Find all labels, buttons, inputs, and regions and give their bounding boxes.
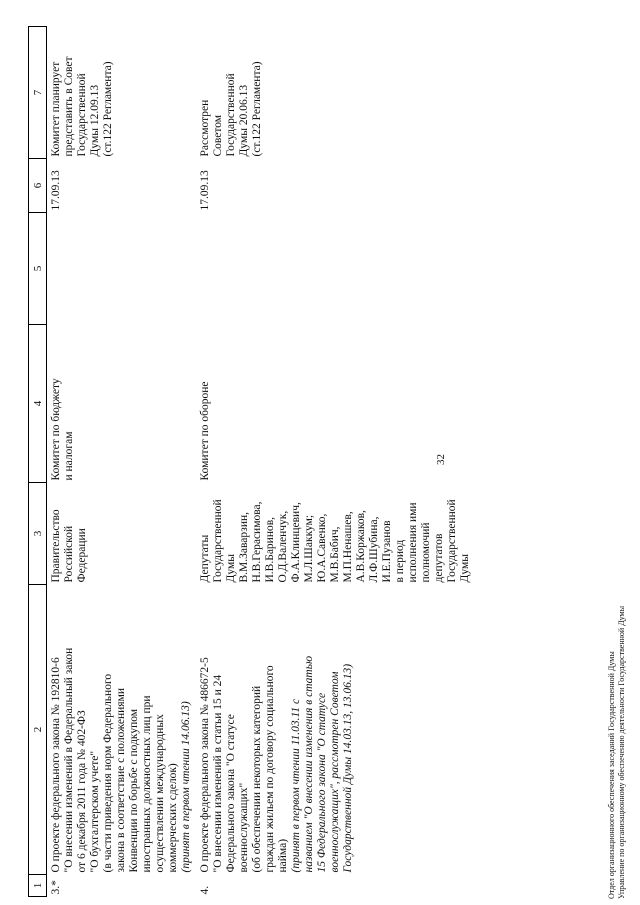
table-row [196,27,475,897]
initiator-line: Федерации [76,528,88,583]
initiator-line: Депутаты [199,534,211,583]
initiator-line: А.В.Коржаков, [355,510,367,583]
bill-status-line: (принят в первом чтении 11.03.11 с [290,698,302,873]
legislation-table [28,26,475,897]
initiator-line: исполнения ими [407,502,419,583]
bill-line: "О внесении изменений в Федеральный закон [63,647,75,873]
bill-line: Федерального закона "О статусе [225,714,237,873]
column-header: 1 [29,875,47,897]
note-line: представить в Совет [63,56,75,157]
bill-status: (принят в первом чтении 14.06.13) [180,701,192,873]
footer-directorate: Управление по организационному обеспечению деятельности Государственной Думы [617,606,626,899]
bill-line: осуществлении международных [154,714,166,873]
initiator-line: Л.Ф.Шубина, [368,516,380,583]
note-line: (ст.122 Регламента) [251,61,263,157]
date-cell: 17.09.13 [50,170,62,211]
initiator-line: депутатов [433,533,445,583]
bill-line: "О внесении изменений в статьи 15 и 24 [212,674,224,873]
note-line: Советом [212,114,224,157]
committee-line: и налогам [63,431,75,481]
bill-status-line: военнослужащих", рассмотрен Советом [329,671,341,873]
bill-line: граждан жильем по договору социального [264,665,276,873]
bill-line: от 6 декабря 2011 года № 402-ФЗ [76,710,88,873]
note-line: (ст.122 Регламента) [102,61,114,157]
initiator-line: М.П.Ненашев, [342,511,354,583]
initiator-line: в период [394,539,406,583]
initiator-line: И.В.Баринов, [264,516,276,583]
committee-line: Комитет по бюджету [50,378,62,481]
table-row [47,27,197,897]
column-5-cell [47,213,197,325]
bill-description [196,585,475,875]
bill-line: (в части приведения норм Федерального [102,673,114,873]
bill-status-line: Государственной Думы 14.03.13, 13.06.13) [342,663,354,873]
row-number: 3.* [50,880,62,895]
row-number: 4. [199,885,211,895]
note-line: Думы 20.06.13 [238,84,250,157]
note-line: Комитет планирует [50,61,62,157]
bill-line: О проекте федерального закона № 192810-6 [50,657,62,873]
initiator-line: О.Д.Валенчук, [277,510,289,583]
committee-line: Комитет по обороне [199,381,211,481]
column-5-cell [196,213,475,325]
initiator-line: Ф.А.Клинцевич, [290,502,302,583]
bill-status-line: 15 Федерального закона "О статусе [316,692,328,873]
bill-line: (об обеспечении некоторых категорий [251,685,263,873]
column-header: 7 [29,27,47,159]
bill-status-line: названием "О внесении изменения в статью [303,655,315,873]
initiator-line: Государственной [446,499,458,583]
initiator-line: Правительство [50,509,62,583]
note-cell [47,27,197,159]
initiator-line: Думы [459,554,471,583]
bill-line: закона в соответствие с положениями [115,687,127,873]
column-header: 2 [29,585,47,875]
bill-line: Конвенции по борьбе с подкупом [128,708,140,873]
initiator-line: Ю.А.Савенко, [316,513,328,583]
bill-line: найма) [277,838,289,873]
committee [47,325,197,483]
bill-line: коммерческих сделок) [167,763,179,873]
column-header: 3 [29,483,47,585]
bill-line: иностранных должностных лиц при [141,695,153,873]
bill-line: военнослужащих" [238,782,250,873]
page-number: 32 [435,454,447,465]
column-header: 4 [29,325,47,483]
column-header: 6 [29,159,47,213]
note-line: Государственной [225,73,237,157]
column-header: 5 [29,213,47,325]
initiator [196,483,475,585]
initiator-line: М.В.Бабич, [329,526,341,583]
note-line: Государственной [76,73,88,157]
initiator-line: И.Е.Пузанов [381,520,393,583]
initiator [47,483,197,585]
initiator-line: Государственной [212,499,224,583]
bill-line: О проекте федерального закона № 486672-5 [199,657,211,873]
note-cell [196,27,475,159]
committee [196,325,475,483]
initiator-line: полномочий [420,522,432,583]
note-line: Рассмотрен [199,99,211,157]
initiator-line: Российской [63,525,75,583]
bill-description [47,585,197,875]
initiator-line: М.Л.Шаккум; [303,514,315,583]
column-header-row [29,27,47,897]
bill-line: "О бухгалтерском учете" [89,750,101,873]
note-line: Думы 12.09.13 [89,84,101,157]
date-cell: 17.09.13 [199,170,211,211]
footer-department: Отдел организационного обеспечения заседаний Государственной Думы [607,651,616,899]
initiator-line: Думы [225,554,237,583]
footer [607,606,627,899]
initiator-line: Н.В.Герасимова, [251,501,263,583]
initiator-line: В.М.Заварзин, [238,511,250,583]
